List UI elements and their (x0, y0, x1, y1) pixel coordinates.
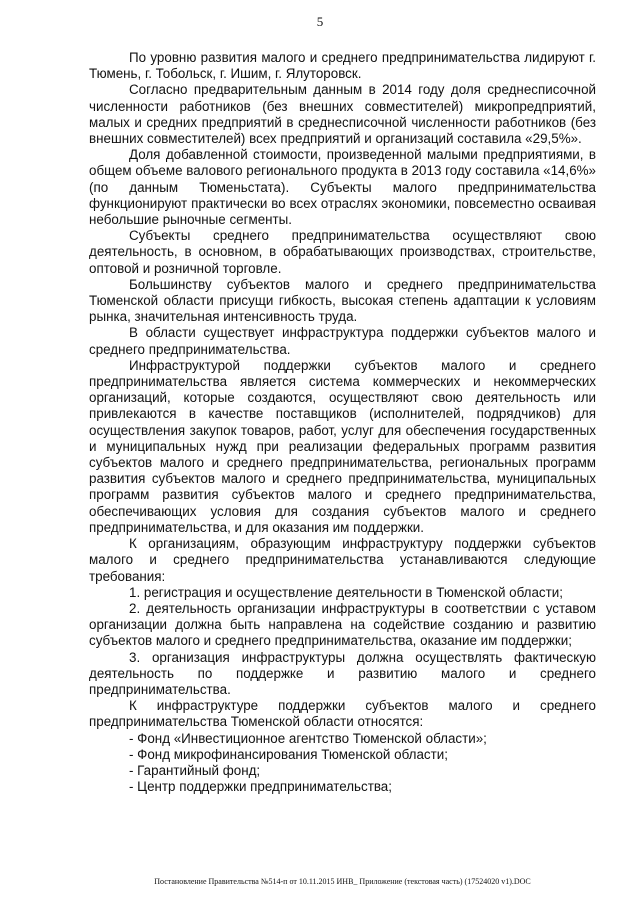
requirement-item: 2. деятельность организации инфраструктуры в соответствии с уставом организации должна быть направлена на содействие созданию и развитию субъектов малого и среднего предпринимательства, оказание им поддержки; (89, 600, 596, 649)
requirement-item: 3. организация инфраструктуры должна осуществлять фактическую деятельность по поддержке и развитию малого и среднего предпринимательства. (89, 649, 596, 697)
document-body (89, 50, 596, 795)
paragraph: Согласно предварительным данным в 2014 году доля среднесписочной численности работников (без внешних совместителей) микропредприятий, малых и средних предприятий в среднесписочной численности работников (без внешних совместителей) всех предприятий и организаций составила «29,5%». (89, 82, 596, 147)
infrastructure-intro: К инфраструктуре поддержки субъектов малого и среднего предпринимательства Тюменской области относятся: (89, 698, 596, 730)
paragraph: Доля добавленной стоимости, произведенной малыми предприятиями, в общем объеме валового регионального продукта в 2013 году составила «14,6%» (по данным Тюменьстата). Субъекты малого предпринимательства функционируют практически во всех отраслях экономики, повсеместно осваивая небольшие рыночные сегменты. (89, 147, 596, 228)
infrastructure-item: - Гарантийный фонд; (129, 762, 261, 778)
infrastructure-item: - Центр поддержки предпринимательства; (129, 779, 392, 795)
paragraph: Субъекты среднего предпринимательства осуществляют свою деятельность, в основном, в обрабатывающих производствах, строительстве, оптовой и розничной торговле. (89, 228, 596, 276)
paragraph: По уровню развития малого и среднего предпринимательства лидируют г. Тюмень, г. Тобольск, г. Ишим, г. Ялуторовск. (89, 50, 596, 82)
paragraph: К организациям, образующим инфраструктуру поддержки субъектов малого и среднего предпринимательства устанавливаются следующие требования: (89, 536, 596, 584)
paragraph: В области существует инфраструктура поддержки субъектов малого и среднего предпринимательства. (89, 325, 596, 357)
infrastructure-item: - Фонд микрофинансирования Тюменской области; (129, 746, 448, 762)
page-number: 5 (316, 14, 324, 29)
document-footer: Постановление Правительства №514-п от 10.11.2015 ИНВ_ Приложение (текстовая часть) (17524020 v1).DOC (154, 877, 531, 886)
paragraph: Большинству субъектов малого и среднего предпринимательства Тюменской области присущи гибкость, высокая степень адаптации к условиям рынка, значительная интенсивность труда. (89, 276, 596, 325)
paragraph: Инфраструктурой поддержки субъектов малого и среднего предпринимательства является система коммерческих и некоммерческих организаций, которые создаются, осуществляют свою деятельность или привлекаются в качестве поставщиков (исполнителей, подрядчиков) для осуществления закупок товаров, работ, услуг для обеспечения государственных и муниципальных нужд при реализации федеральных программ развития субъектов малого и среднего предпринимательства, региональных программ развития субъектов малого и среднего предпринимательства, муниципальных программ развития субъектов малого и среднего предпринимательства, обеспечивающих условия для создания субъектов малого и среднего предпринимательства, и для оказания им поддержки. (89, 357, 596, 535)
requirement-item: 1. регистрация и осуществление деятельности в Тюменской области; (129, 584, 563, 600)
infrastructure-item: - Фонд «Инвестиционное агентство Тюменской области»; (129, 730, 487, 746)
